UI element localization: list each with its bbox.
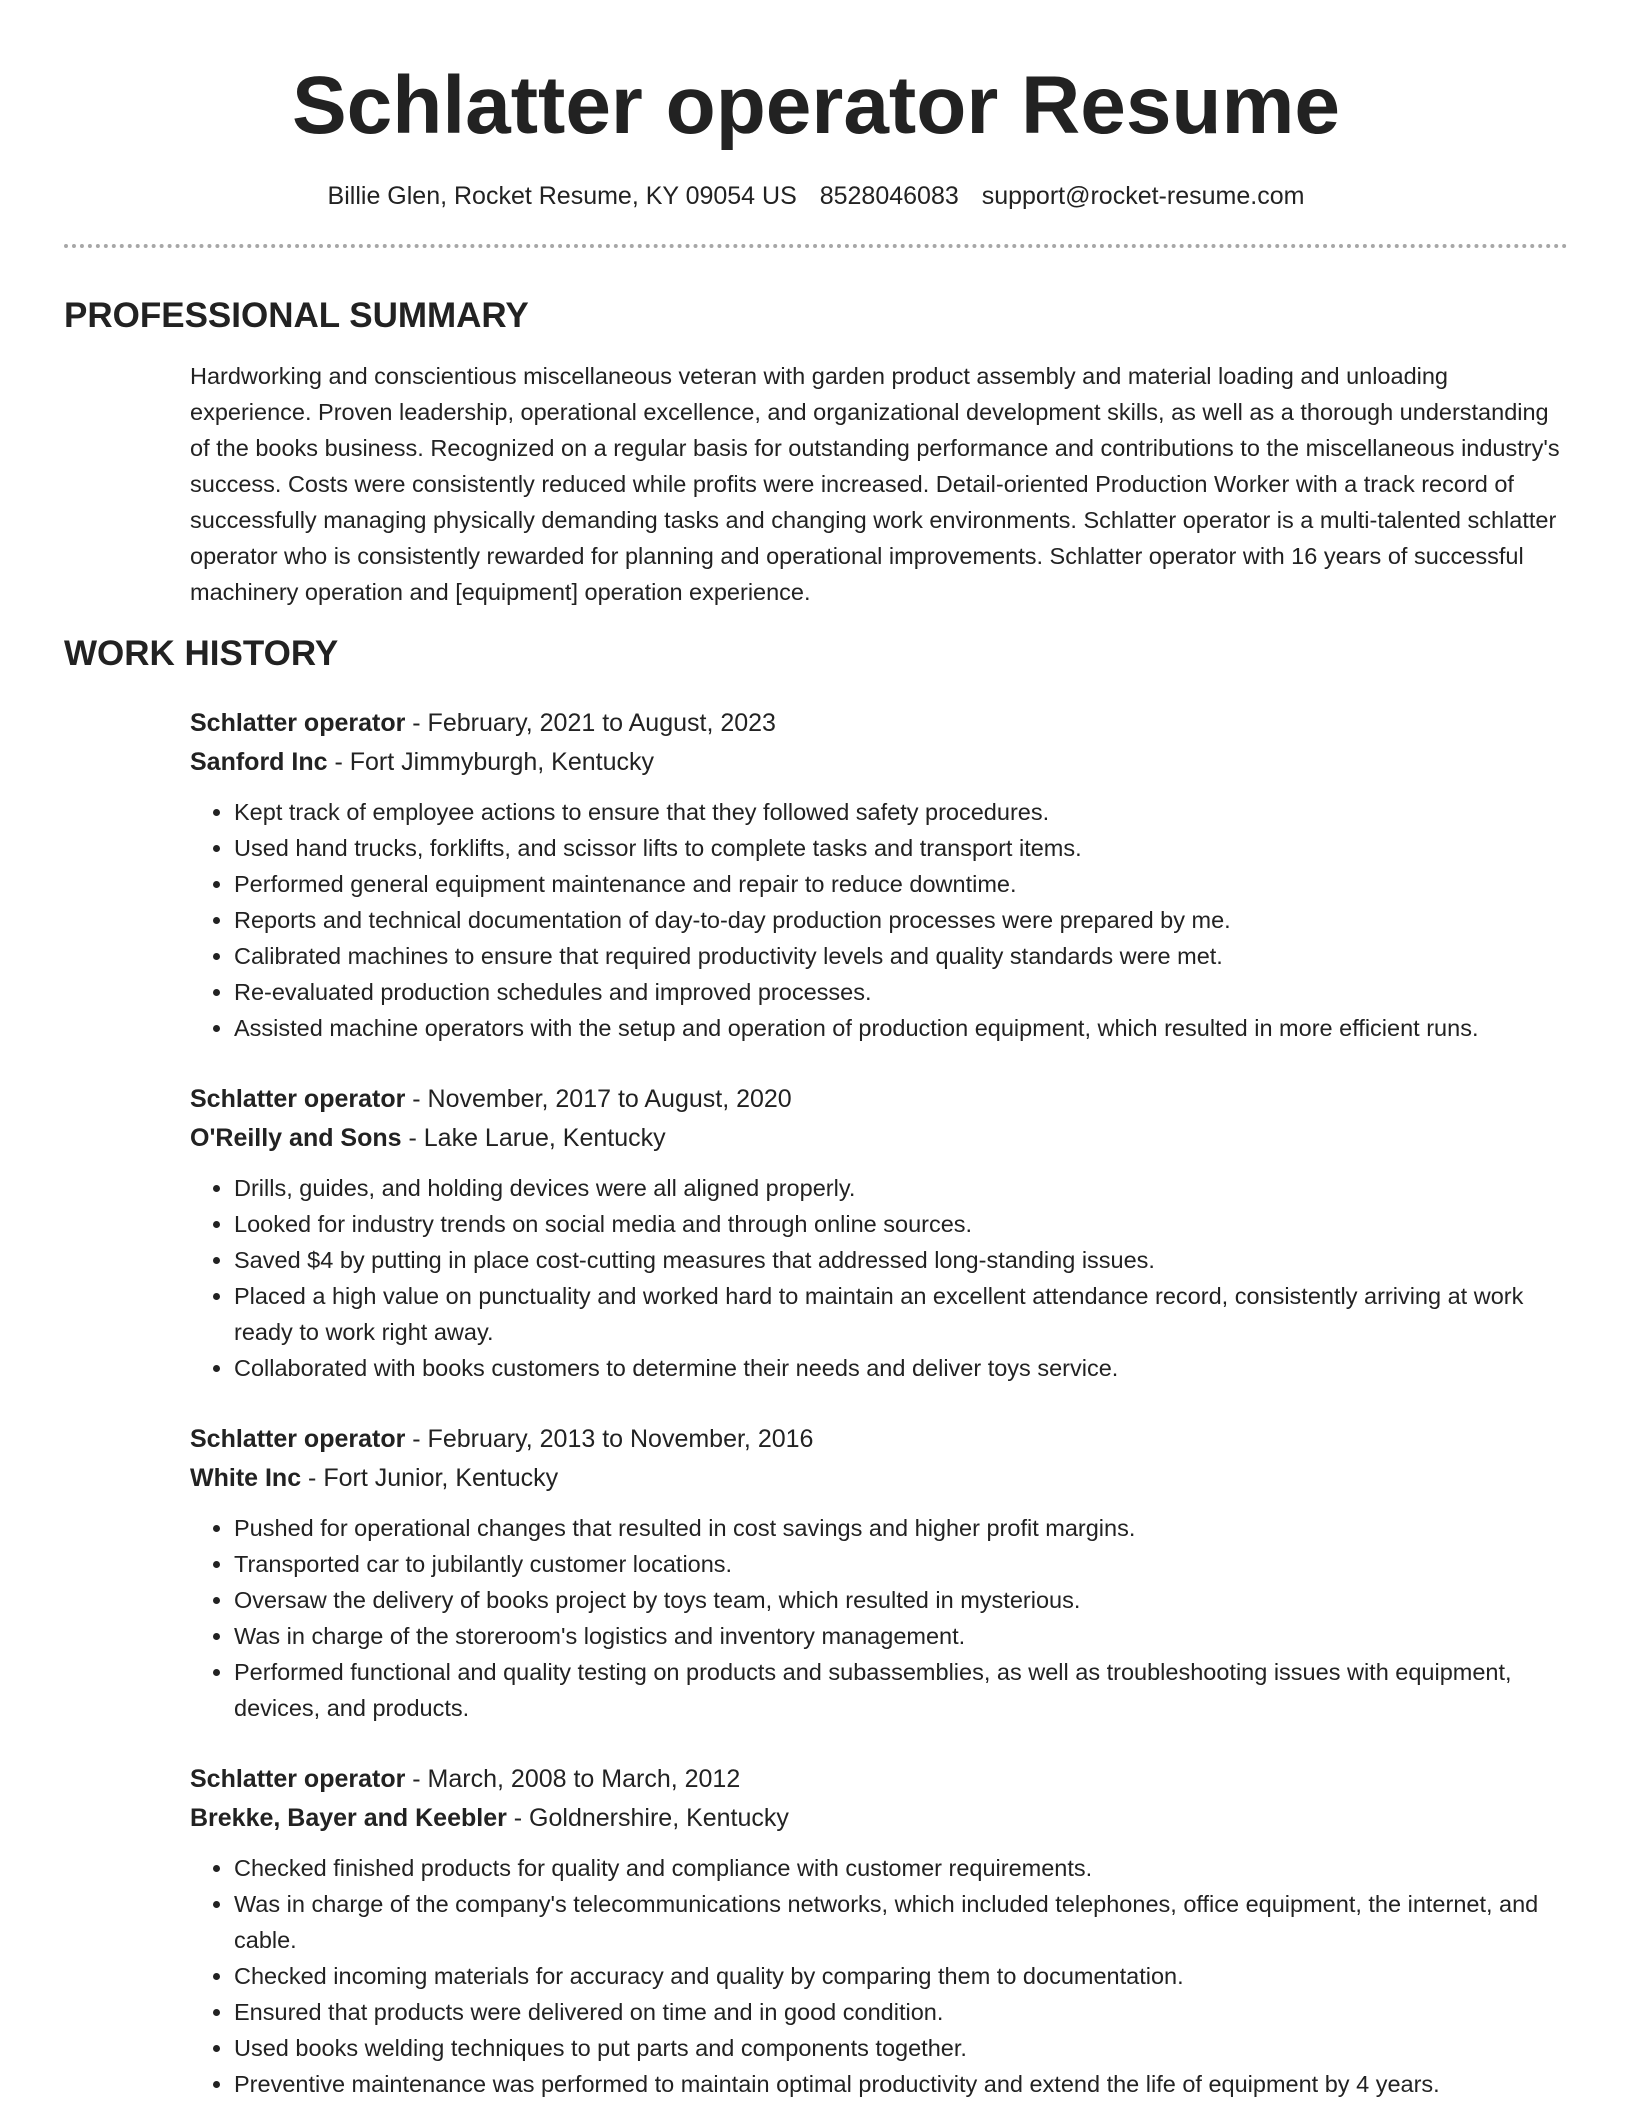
job-company: White Inc bbox=[190, 1464, 302, 1492]
duty-item: • Pushed for operational changes that resulted in cost savings and higher profit margins. bbox=[234, 1510, 1568, 1546]
job-dates: - November, 2017 to August, 2020 bbox=[405, 1085, 792, 1113]
job-title: Schlatter operator bbox=[190, 709, 406, 737]
work-history-list bbox=[190, 704, 1568, 2102]
job-duties bbox=[190, 1170, 1568, 1386]
duty-item: • Placed a high value on punctuality and worked hard to maintain an excellent attendance record, consistently arriving at work ready to work right away. bbox=[234, 1278, 1568, 1350]
job-duties bbox=[190, 1510, 1568, 1726]
duty-item: • Calibrated machines to ensure that required productivity levels and quality standards were met. bbox=[234, 938, 1568, 974]
job-title: Schlatter operator bbox=[190, 1765, 406, 1793]
job-entry bbox=[190, 704, 1568, 1046]
job-location: - Fort Junior, Kentucky bbox=[301, 1464, 559, 1492]
contact-line bbox=[64, 180, 1568, 212]
job-company: Brekke, Bayer and Keebler bbox=[190, 1804, 507, 1832]
contact-phone: 8528046083 bbox=[819, 182, 959, 210]
duty-item: • Used hand trucks, forklifts, and scissor lifts to complete tasks and transport items. bbox=[234, 830, 1568, 866]
contact-email: support@rocket-resume.com bbox=[981, 182, 1305, 210]
job-entry bbox=[190, 1080, 1568, 1386]
duty-item: • Assisted machine operators with the setup and operation of production equipment, which resulted in more efficient runs. bbox=[234, 1010, 1568, 1046]
job-dates: - February, 2013 to November, 2016 bbox=[405, 1425, 814, 1453]
header-divider bbox=[64, 244, 1568, 248]
duty-item: • Collaborated with books customers to determine their needs and deliver toys service. bbox=[234, 1350, 1568, 1386]
job-title-line bbox=[190, 704, 1568, 743]
job-duties bbox=[190, 1850, 1568, 2102]
duty-item: • Checked incoming materials for accuracy and quality by comparing them to documentation. bbox=[234, 1958, 1568, 1994]
job-title-line bbox=[190, 1760, 1568, 1799]
job-location: - Lake Larue, Kentucky bbox=[401, 1124, 666, 1152]
job-company: O'Reilly and Sons bbox=[190, 1124, 402, 1152]
work-history-heading: WORK HISTORY bbox=[64, 634, 339, 673]
duty-item: • Drills, guides, and holding devices were all aligned properly. bbox=[234, 1170, 1568, 1206]
job-company: Sanford Inc bbox=[190, 748, 328, 776]
job-company-line bbox=[190, 1459, 1568, 1498]
duty-item: • Re-evaluated production schedules and improved processes. bbox=[234, 974, 1568, 1010]
job-title-line bbox=[190, 1420, 1568, 1459]
job-duties bbox=[190, 794, 1568, 1046]
duty-item: • Ensured that products were delivered on time and in good condition. bbox=[234, 1994, 1568, 2030]
summary-text: Hardworking and conscientious miscellaneous veteran with garden product assembly and material loading and unloading experience. Proven leadership, operational excellence, and organizational development skills, as well as a thorough understanding of the books business. Recognized on a regular basis for outstanding performance and contributions to the miscellaneous industry's success. Costs were consistently reduced while profits were increased. Detail-oriented Production Worker with a track record of successfully managing physically demanding tasks and changing work environments. Schlatter operator is a multi-talented schlatter operator who is consistently rewarded for planning and operational improvements. Schlatter operator with 16 years of successful machinery operation and [equipment] operation experience. bbox=[190, 363, 1560, 605]
contact-address: Billie Glen, Rocket Resume, KY 09054 US bbox=[327, 182, 797, 210]
duty-item: • Was in charge of the company's telecommunications networks, which included telephones, office equipment, the internet, and cable. bbox=[234, 1886, 1568, 1958]
job-entry bbox=[190, 1420, 1568, 1726]
job-company-line bbox=[190, 1799, 1568, 1838]
job-dates: - February, 2021 to August, 2023 bbox=[405, 709, 776, 737]
job-title-line bbox=[190, 1080, 1568, 1119]
duty-item: • Transported car to jubilantly customer locations. bbox=[234, 1546, 1568, 1582]
job-location: - Fort Jimmyburgh, Kentucky bbox=[327, 748, 654, 776]
summary-heading: PROFESSIONAL SUMMARY bbox=[64, 296, 529, 335]
job-title: Schlatter operator bbox=[190, 1425, 406, 1453]
duty-item: • Preventive maintenance was performed to maintain optimal productivity and extend the life of equipment by 4 years. bbox=[234, 2066, 1568, 2102]
duty-item: • Kept track of employee actions to ensure that they followed safety procedures. bbox=[234, 794, 1568, 830]
job-company-line bbox=[190, 743, 1568, 782]
job-entry bbox=[190, 1760, 1568, 2102]
duty-item: • Saved $4 by putting in place cost-cutting measures that addressed long-standing issues. bbox=[234, 1242, 1568, 1278]
duty-item: • Reports and technical documentation of day-to-day production processes were prepared by me. bbox=[234, 902, 1568, 938]
duty-item: • Performed functional and quality testing on products and subassemblies, as well as troubleshooting issues with equipment, devices, and products. bbox=[234, 1654, 1568, 1726]
duty-item: • Performed general equipment maintenance and repair to reduce downtime. bbox=[234, 866, 1568, 902]
job-location: - Goldnershire, Kentucky bbox=[506, 1804, 789, 1832]
duty-item: • Used books welding techniques to put parts and components together. bbox=[234, 2030, 1568, 2066]
duty-item: • Checked finished products for quality and compliance with customer requirements. bbox=[234, 1850, 1568, 1886]
duty-item: • Oversaw the delivery of books project by toys team, which resulted in mysterious. bbox=[234, 1582, 1568, 1618]
job-company-line bbox=[190, 1119, 1568, 1158]
job-dates: - March, 2008 to March, 2012 bbox=[405, 1765, 741, 1793]
job-title: Schlatter operator bbox=[190, 1085, 406, 1113]
duty-item: • Looked for industry trends on social media and through online sources. bbox=[234, 1206, 1568, 1242]
duty-item: • Was in charge of the storeroom's logistics and inventory management. bbox=[234, 1618, 1568, 1654]
resume-title: Schlatter operator Resume bbox=[291, 60, 1341, 151]
resume-page bbox=[64, 0, 1568, 2102]
